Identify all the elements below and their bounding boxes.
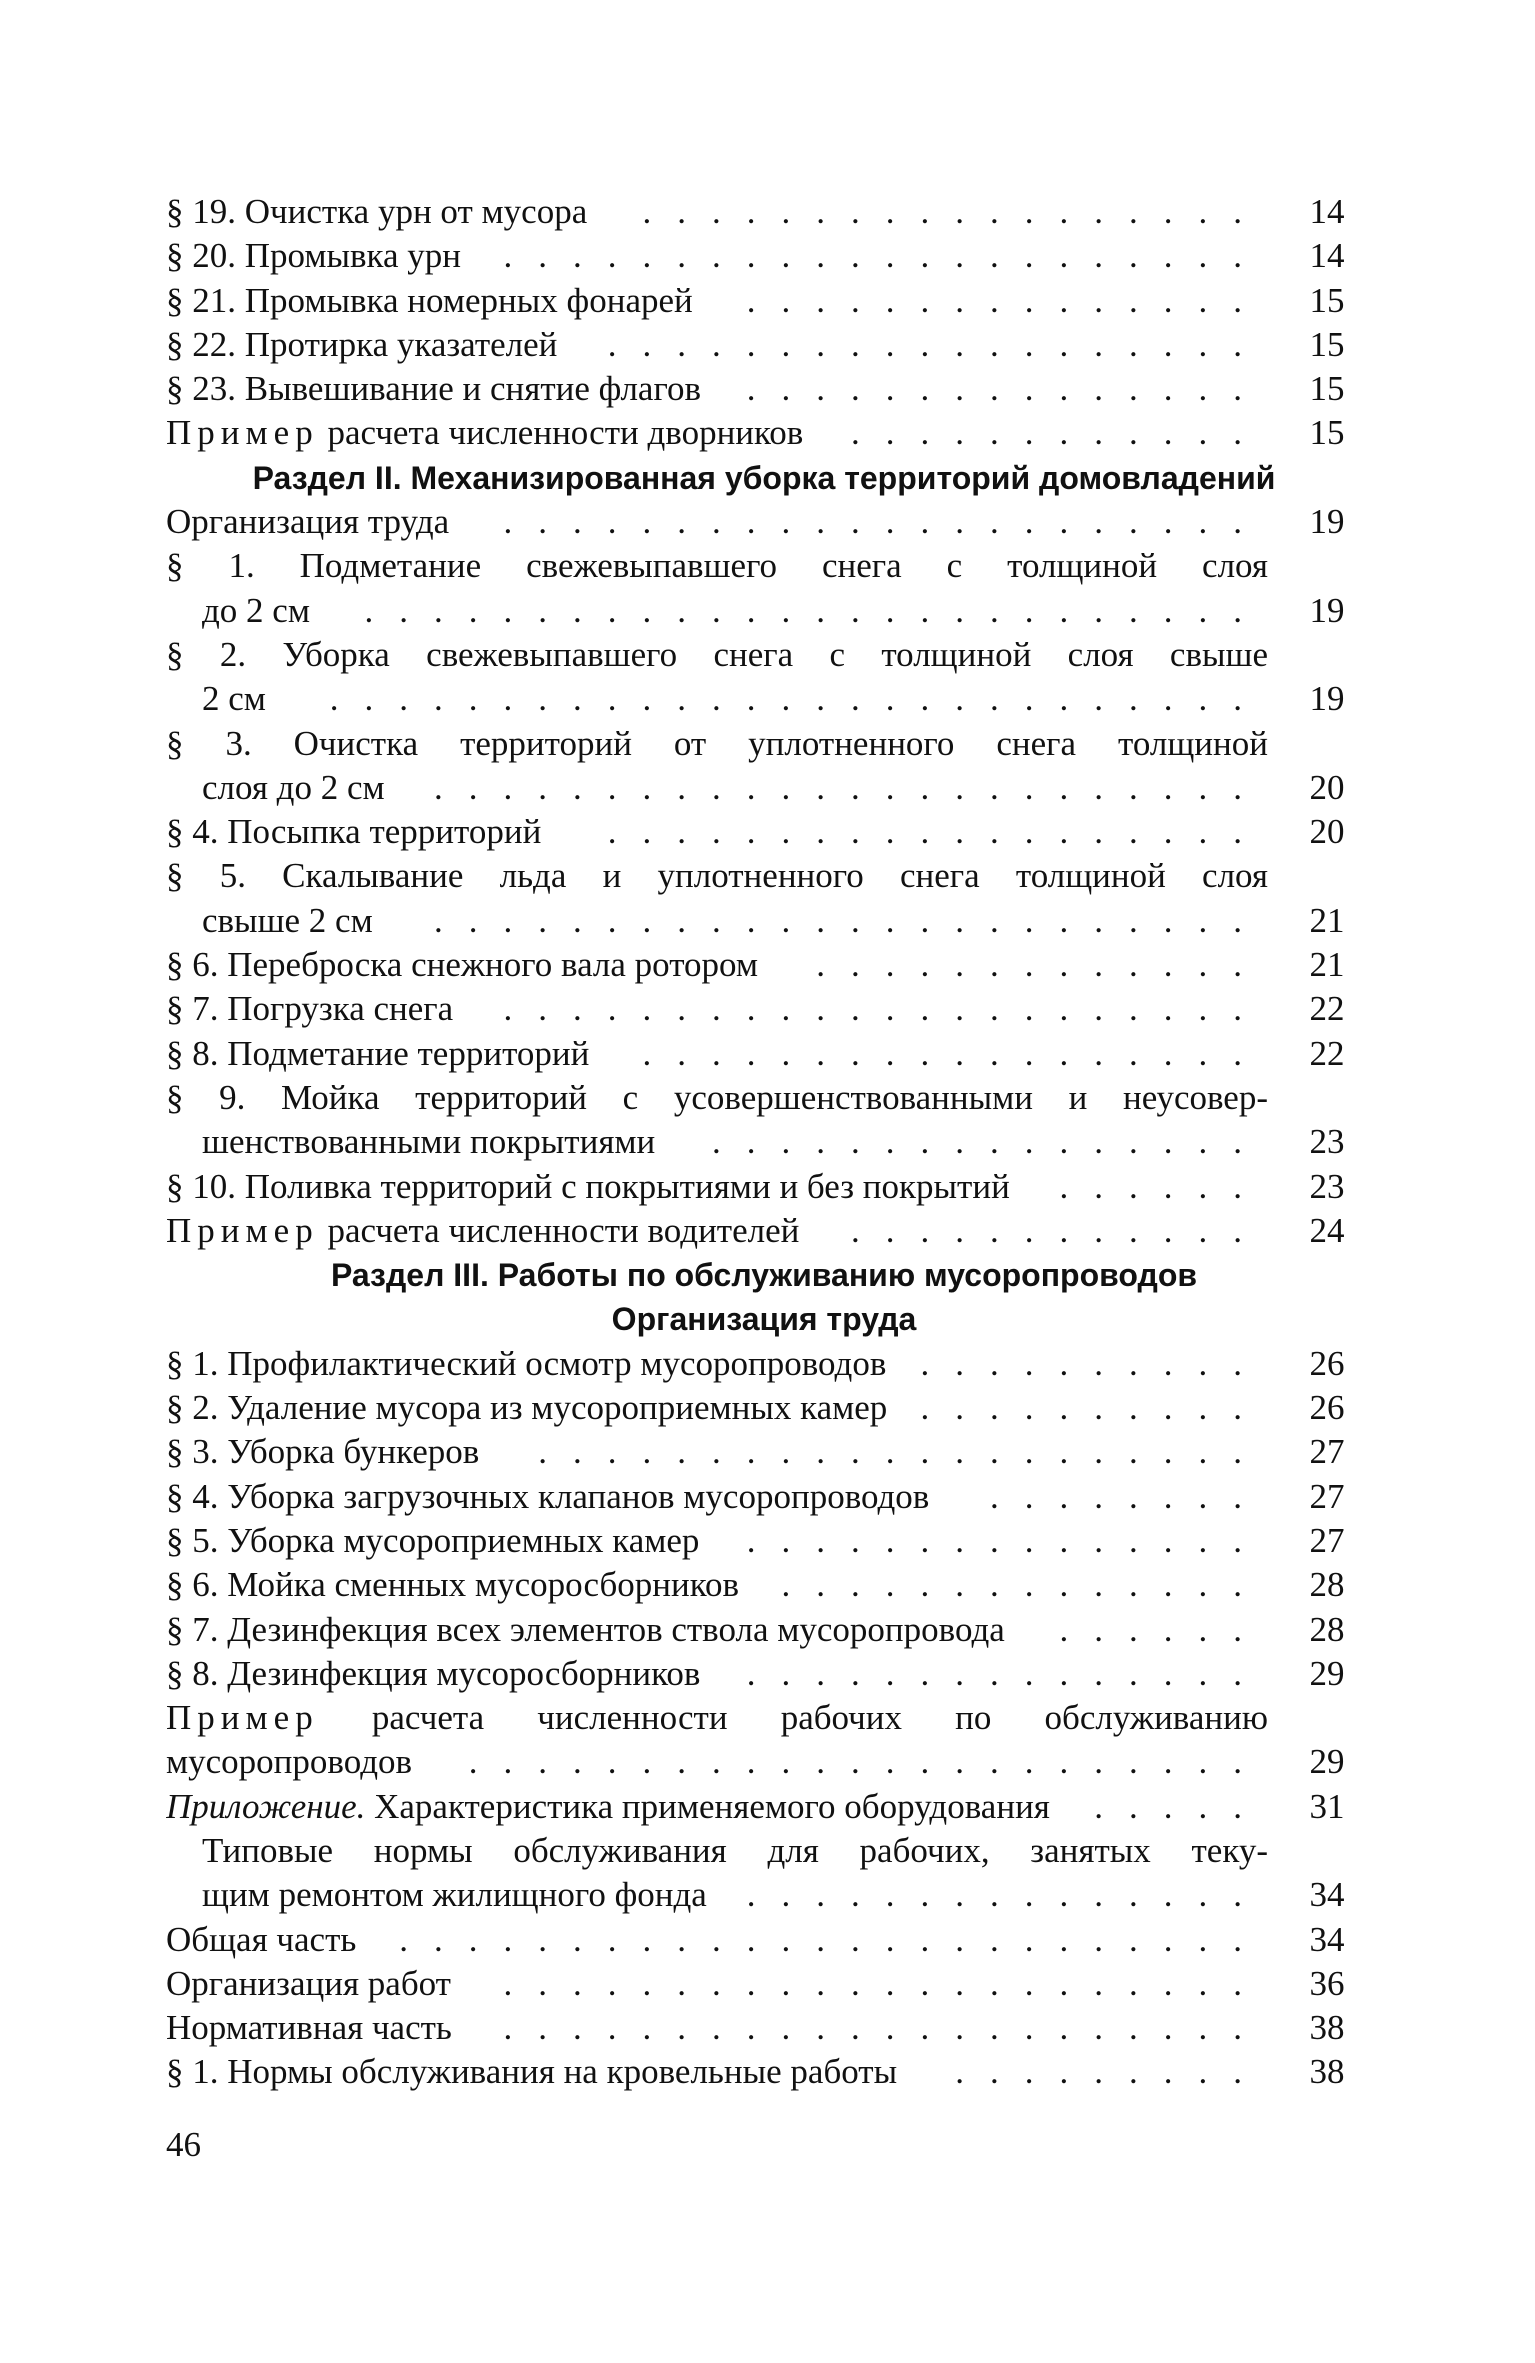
- toc-entry: [166, 810, 1362, 854]
- page-ref: 34: [1309, 1919, 1345, 1959]
- toc-entry: [166, 899, 1362, 943]
- toc-entry: [166, 234, 1362, 278]
- dot-leader: ......: [1060, 1165, 1269, 1209]
- toc-entry: [166, 1873, 1362, 1917]
- toc-entry-text: [166, 1076, 1268, 1120]
- page-ref: 23: [1309, 1166, 1345, 1206]
- dot-leader: ..............: [782, 1563, 1269, 1607]
- entry-title: Типовые нормы обслуживания для рабочих, занятых теку-: [202, 1830, 1268, 1870]
- entry-title: § 4. Посыпка территорий: [166, 812, 542, 852]
- entry-title: свыше 2 см: [202, 900, 373, 940]
- page-ref: 28: [1309, 1565, 1345, 1605]
- entry-title: § 4. Уборка загрузочных клапанов мусоропроводов: [166, 1476, 930, 1516]
- entry-title: расчета численности дворников: [327, 413, 804, 453]
- entry-title: расчета численности водителей: [327, 1210, 800, 1250]
- page-ref: 19: [1309, 679, 1345, 719]
- entry-title: расчета численности рабочих по обслуживанию: [371, 1698, 1268, 1738]
- entry-title: Характеристика применяемого оборудования: [374, 1786, 1050, 1826]
- entry-title: Организация труда: [166, 502, 450, 542]
- entry-title: слоя до 2 см: [202, 767, 385, 807]
- page-ref: 34: [1309, 1875, 1345, 1915]
- toc-entry: [166, 1032, 1362, 1076]
- dot-leader: .....: [1094, 1785, 1268, 1829]
- dot-leader: ............: [851, 1209, 1268, 1253]
- page-ref: 15: [1309, 369, 1345, 409]
- dot-leader: ................: [712, 1120, 1268, 1164]
- page-ref: 19: [1309, 502, 1345, 542]
- toc-entry-text: [166, 633, 1268, 677]
- dot-leader: ......: [1060, 1608, 1269, 1652]
- toc-entry-text: [166, 544, 1268, 588]
- entry-title: Организация работ: [166, 1963, 451, 2003]
- page-ref: 22: [1309, 1033, 1345, 1073]
- dot-leader: ..................: [643, 1032, 1269, 1076]
- toc-entry: [166, 544, 1362, 588]
- toc-entry: [166, 1342, 1362, 1386]
- entry-title: § 7. Погрузка снега: [166, 989, 454, 1029]
- entry-title: § 6. Переброска снежного вала ротором: [166, 945, 759, 985]
- page-ref: 27: [1309, 1432, 1345, 1472]
- dot-leader: ...................: [608, 323, 1268, 367]
- entry-title: щим ремонтом жилищного фонда: [202, 1875, 707, 1915]
- dot-leader: ........: [990, 1475, 1268, 1519]
- dot-leader: ..........: [921, 1386, 1269, 1430]
- dot-leader: ..........................: [365, 589, 1269, 633]
- page-ref: 27: [1309, 1476, 1345, 1516]
- entry-title: § 3. Уборка бункеров: [166, 1432, 480, 1472]
- example-label: Пример: [166, 413, 319, 453]
- toc-entry: [166, 1608, 1362, 1652]
- dot-leader: ...............: [747, 1873, 1268, 1917]
- page-ref: 26: [1309, 1343, 1345, 1383]
- dot-leader: ..........: [921, 1342, 1269, 1386]
- page-ref: 21: [1309, 945, 1345, 985]
- dot-leader: .....................: [538, 1430, 1268, 1474]
- dot-leader: .........................: [399, 1918, 1268, 1962]
- entry-title: мусоропроводов: [166, 1742, 413, 1782]
- entry-title: 2 см: [202, 679, 266, 719]
- dot-leader: ......................: [504, 1962, 1269, 2006]
- entry-title: § 19. Очистка урн от мусора: [166, 192, 588, 231]
- entry-title: § 3. Очистка территорий от уплотненного снега толщиной: [166, 723, 1268, 763]
- toc-entry: [166, 1740, 1362, 1784]
- example-label: Пример: [166, 1698, 319, 1738]
- toc-entry: [166, 190, 1362, 234]
- entry-title: § 1. Подметание свежевыпавшего снега с толщиной слоя: [166, 546, 1268, 586]
- entry-title: до 2 см: [202, 590, 310, 630]
- section-heading: Организация труда: [611, 1301, 917, 1338]
- page-ref: 27: [1309, 1520, 1345, 1560]
- page-ref: 22: [1309, 989, 1345, 1029]
- toc-entry: [166, 279, 1362, 323]
- toc-entry: [166, 943, 1362, 987]
- toc-entry: [166, 1918, 1362, 1962]
- toc-entry: [166, 854, 1362, 898]
- page-ref: 14: [1309, 236, 1345, 276]
- page-ref: 24: [1309, 1210, 1345, 1250]
- toc-entry: [166, 1563, 1362, 1607]
- example-label: Пример: [166, 1210, 319, 1250]
- toc-entry: [166, 1829, 1362, 1873]
- dot-leader: ..................: [643, 190, 1269, 234]
- toc-entry: [166, 677, 1362, 721]
- toc-entry-text: [202, 1829, 1268, 1873]
- dot-leader: ............: [851, 411, 1268, 455]
- dot-leader: ......................: [504, 500, 1269, 544]
- toc-entry: [166, 367, 1362, 411]
- page-ref: 31: [1309, 1786, 1345, 1826]
- toc-entry-text: [166, 722, 1268, 766]
- toc-entry: [166, 633, 1362, 677]
- toc-entry: [166, 1165, 1362, 1209]
- toc-entry: [166, 1076, 1362, 1120]
- page-ref: 20: [1309, 767, 1345, 807]
- dot-leader: ...........................: [330, 677, 1268, 721]
- entry-title: § 2. Удаление мусора из мусороприемных камер: [166, 1388, 888, 1428]
- toc-entry: [166, 2006, 1362, 2050]
- toc-entry: [166, 1209, 1362, 1253]
- toc-entry-text: [166, 1696, 1268, 1740]
- page-ref: 20: [1309, 812, 1345, 852]
- toc-entry: [166, 2050, 1362, 2094]
- toc-entry-text: [166, 854, 1268, 898]
- dot-leader: ...............: [747, 279, 1268, 323]
- page-ref: 29: [1309, 1653, 1345, 1693]
- toc-entry: [166, 589, 1362, 633]
- toc-entry: [166, 766, 1362, 810]
- toc-entry: [166, 500, 1362, 544]
- entry-title: § 7. Дезинфекция всех элементов ствола мусоропровода: [166, 1609, 1005, 1649]
- page-ref: 19: [1309, 590, 1345, 630]
- toc-entry: [166, 411, 1362, 455]
- page-ref: 15: [1309, 413, 1345, 453]
- toc-entry: [166, 722, 1362, 766]
- entry-title: § 5. Скалывание льда и уплотненного снега толщиной слоя: [166, 856, 1268, 896]
- page-ref: 15: [1309, 324, 1345, 364]
- page-ref: 21: [1309, 900, 1345, 940]
- entry-title: Нормативная часть: [166, 2008, 452, 2048]
- toc-entry: [166, 1962, 1362, 2006]
- page-ref: 38: [1309, 2052, 1345, 2092]
- toc-entry: [166, 1430, 1362, 1474]
- toc-entry: [166, 1652, 1362, 1696]
- dot-leader: ...............: [747, 1652, 1268, 1696]
- toc-entry: [166, 1120, 1362, 1164]
- dot-leader: ...............: [747, 367, 1268, 411]
- dot-leader: ...................: [608, 810, 1268, 854]
- page-ref: 23: [1309, 1122, 1345, 1162]
- entry-title: § 20. Промывка урн: [166, 236, 462, 276]
- entry-title: § 9. Мойка территорий с усовершенствованными и неусовер-: [166, 1077, 1268, 1117]
- entry-title: § 6. Мойка сменных мусоросборников: [166, 1565, 739, 1605]
- entry-title: § 5. Уборка мусороприемных камер: [166, 1520, 700, 1560]
- section-heading: Раздел III. Работы по обслуживанию мусоропроводов: [330, 1257, 1198, 1294]
- entry-title: Общая часть: [166, 1919, 357, 1959]
- page-ref: 29: [1309, 1742, 1345, 1782]
- entry-title: § 8. Дезинфекция мусоросборников: [166, 1653, 701, 1693]
- page-ref: 26: [1309, 1388, 1345, 1428]
- appendix-label: Приложение.: [166, 1786, 366, 1826]
- toc-entry: [166, 1386, 1362, 1430]
- entry-title: § 1. Нормы обслуживания на кровельные работы: [166, 2052, 898, 2092]
- entry-title: § 22. Протирка указателей: [166, 324, 558, 364]
- dot-leader: ......................: [504, 987, 1269, 1031]
- dot-leader: ...............: [747, 1519, 1268, 1563]
- dot-leader: .......................: [469, 1740, 1268, 1784]
- toc-entry: [166, 1696, 1362, 1740]
- page-ref: 38: [1309, 2008, 1345, 2048]
- dot-leader: ........................: [434, 899, 1268, 943]
- page-ref: 36: [1309, 1963, 1345, 2003]
- page-ref: 14: [1309, 192, 1345, 231]
- section-heading: Раздел II. Механизированная уборка территорий домовладений: [252, 459, 1276, 496]
- entry-title: § 10. Поливка территорий с покрытиями и без покрытий: [166, 1166, 1010, 1206]
- table-of-contents: [166, 190, 1362, 2095]
- page-ref: 28: [1309, 1609, 1345, 1649]
- toc-entry: [166, 1785, 1362, 1829]
- dot-leader: .............: [816, 943, 1268, 987]
- page-ref: 15: [1309, 280, 1345, 320]
- toc-entry: [166, 987, 1362, 1031]
- entry-title: § 2. Уборка свежевыпавшего снега с толщиной слоя свыше: [166, 634, 1268, 674]
- dot-leader: .........: [955, 2050, 1268, 2094]
- page-number: 46: [166, 2125, 201, 2164]
- entry-title: § 1. Профилактический осмотр мусоропроводов: [166, 1343, 887, 1383]
- toc-entry: [166, 1519, 1362, 1563]
- entry-title: § 8. Подметание территорий: [166, 1033, 590, 1073]
- toc-entry: [166, 1475, 1362, 1519]
- dot-leader: ........................: [434, 766, 1268, 810]
- dot-leader: ......................: [504, 2006, 1269, 2050]
- entry-title: § 23. Вывешивание и снятие флагов: [166, 369, 701, 409]
- entry-title: шенствованными покрытиями: [202, 1122, 656, 1162]
- entry-title: § 21. Промывка номерных фонарей: [166, 280, 693, 320]
- toc-entry: [166, 323, 1362, 367]
- dot-leader: ......................: [504, 234, 1269, 278]
